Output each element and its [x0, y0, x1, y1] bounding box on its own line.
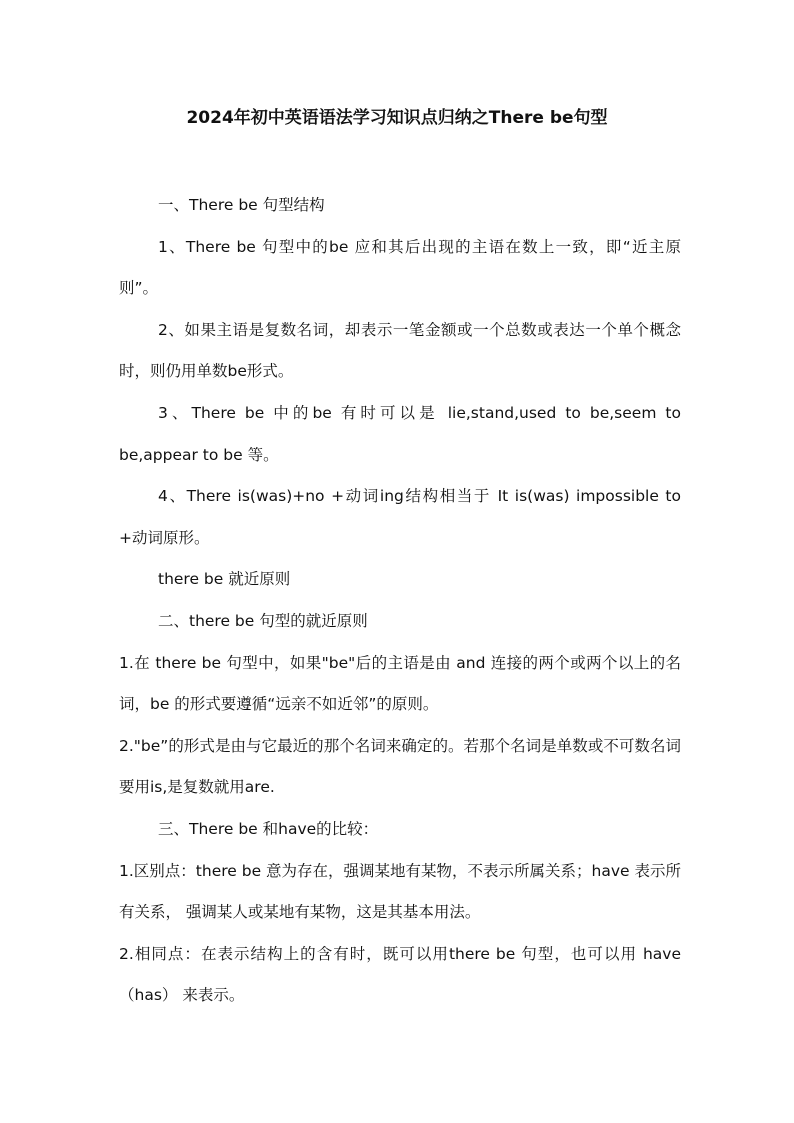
paragraph-rule-3: 3、There be 中的be 有时可以是 lie,stand,used to be,seem to be,appear to be 等。	[119, 403, 681, 464]
subheading-nearest-rule: there be 就近原则	[158, 570, 291, 589]
paragraph-similarity: 2.相同点：在表示结构上的含有时，既可以用there be 句型，也可以用 have（has） 来表示。	[119, 944, 681, 1005]
paragraph-rule-1: 1、There be 句型中的be 应和其后出现的主语在数上一致，即“近主原则”。	[119, 237, 681, 298]
section-heading-comparison: 三、There be 和have的比较：	[158, 819, 379, 838]
paragraph-nearest-2: 2."be”的形式是由与它最近的那个名词来确定的。若那个名词是单数或不可数名词要用is,是复数就用are.	[119, 736, 681, 797]
section-heading-nearest-rule: 二、there be 句型的就近原则	[158, 611, 368, 630]
paragraph-rule-2: 2、如果主语是复数名词，却表示一笔金额或一个总数或表达一个单个概念时，则仍用单数be形式。	[119, 320, 681, 381]
paragraph-rule-4: 4、There is(was)+no +动词ing结构相当于 It is(was) impossible to +动词原形。	[119, 487, 681, 547]
document-body	[119, 185, 681, 1017]
paragraph-difference: 1.区别点：there be 意为存在，强调某地有某物，不表示所属关系；have 表示所有关系， 强调某人或某地有某物，这是其基本用法。	[119, 861, 681, 922]
document-title: 2024年初中英语语法学习知识点归纳之There be句型	[186, 108, 608, 128]
section-heading-structure: 一、There be 句型结构	[158, 196, 325, 214]
paragraph-nearest-1: 1.在 there be 句型中，如果"be"后的主语是由 and 连接的两个或两个以上的名词，be 的形式要遵循“远亲不如近邻”的原则。	[119, 653, 681, 714]
